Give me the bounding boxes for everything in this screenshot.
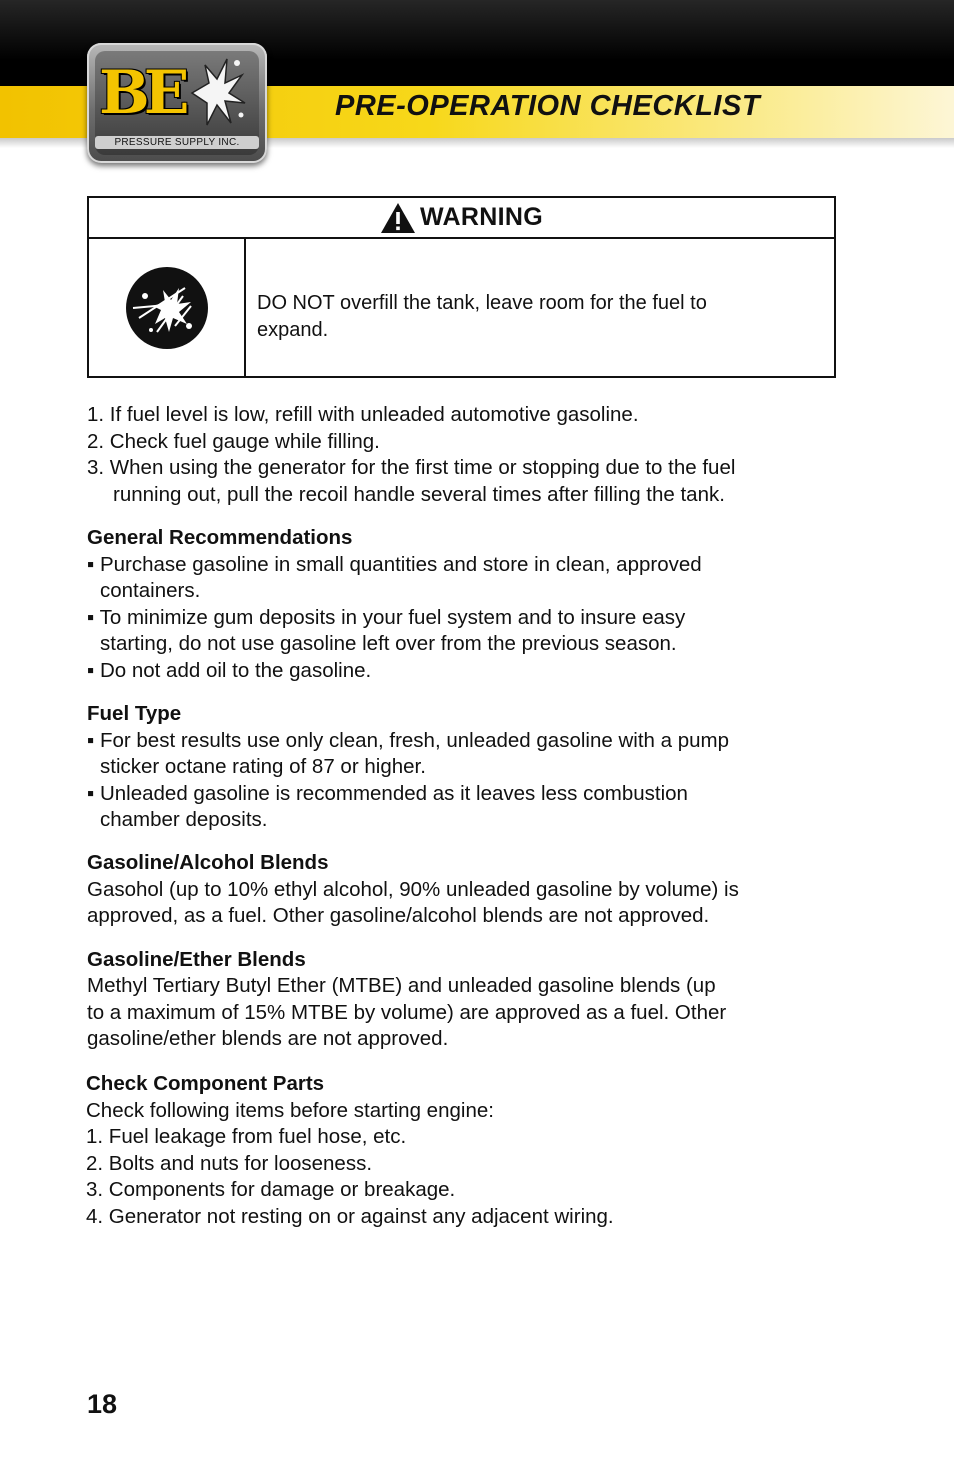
- components-heading: Check Component Parts: [86, 1072, 325, 1095]
- warning-triangle-icon: [380, 202, 416, 234]
- general-line-5: ▪ Do not add oil to the gasoline.: [87, 659, 372, 682]
- alcohol-line-2: approved, as a fuel. Other gasoline/alcohol blends are not approved.: [87, 904, 710, 927]
- warning-line-2: expand.: [257, 319, 329, 341]
- ether-heading: Gasoline/Ether Blends: [87, 948, 306, 971]
- company-logo: [87, 43, 267, 163]
- fuel-step-2: 2. Check fuel gauge while filling.: [87, 430, 380, 453]
- general-line-3: ▪ To minimize gum deposits in your fuel system and to insure easy: [87, 606, 686, 629]
- fuel-step-3-cont: running out, pull the recoil handle several times after filling the tank.: [113, 483, 725, 506]
- fuel-step-1: 1. If fuel level is low, refill with unleaded automotive gasoline.: [87, 403, 639, 426]
- fuel-type-line-2: sticker octane rating of 87 or higher.: [100, 755, 426, 778]
- fuel-type-line-1: ▪ For best results use only clean, fresh, unleaded gasoline with a pump: [87, 729, 729, 752]
- ether-line-3: gasoline/ether blends are not approved.: [87, 1027, 449, 1050]
- alcohol-line-1: Gasohol (up to 10% ethyl alcohol, 90% unleaded gasoline by volume) is: [87, 878, 739, 901]
- warning-icon-cell: [89, 239, 246, 376]
- general-line-1: ▪ Purchase gasoline in small quantities and store in clean, approved: [87, 553, 702, 576]
- fuel-type-heading: Fuel Type: [87, 702, 182, 725]
- explosion-hazard-icon: [125, 266, 209, 350]
- general-line-2: containers.: [100, 579, 201, 602]
- components-line-2: 1. Fuel leakage from fuel hose, etc.: [86, 1125, 407, 1148]
- fuel-type-line-3: ▪ Unleaded gasoline is recommended as it leaves less combustion: [87, 782, 688, 805]
- fuel-step-3: 3. When using the generator for the first time or stopping due to the fuel: [87, 456, 736, 479]
- general-line-4: starting, do not use gasoline left over from the previous season.: [100, 632, 677, 655]
- splash-icon: [187, 53, 247, 133]
- page-title: PRE-OPERATION CHECKLIST: [335, 90, 761, 122]
- components-line-5: 4. Generator not resting on or against any adjacent wiring.: [86, 1205, 614, 1228]
- logo-mark: BE: [99, 58, 184, 128]
- page-number: 18: [87, 1389, 118, 1419]
- alcohol-heading: Gasoline/Alcohol Blends: [87, 851, 329, 874]
- warning-line-1: DO NOT overfill the tank, leave room for the fuel to: [257, 292, 707, 314]
- ether-line-1: Methyl Tertiary Butyl Ether (MTBE) and unleaded gasoline blends (up: [87, 974, 716, 997]
- general-heading: General Recommendations: [87, 526, 353, 549]
- components-line-4: 3. Components for damage or breakage.: [86, 1178, 456, 1201]
- warning-header: [89, 198, 834, 239]
- ether-line-2: to a maximum of 15% MTBE by volume) are approved as a fuel. Other: [87, 1001, 727, 1024]
- fuel-type-line-4: chamber deposits.: [100, 808, 268, 831]
- components-line-1: Check following items before starting engine:: [86, 1099, 494, 1122]
- warning-message: [257, 290, 817, 344]
- components-line-3: 2. Bolts and nuts for looseness.: [86, 1152, 373, 1175]
- logo-subtitle: PRESSURE SUPPLY INC.: [95, 136, 259, 149]
- warning-label: WARNING: [420, 203, 543, 231]
- warning-box: [87, 196, 836, 378]
